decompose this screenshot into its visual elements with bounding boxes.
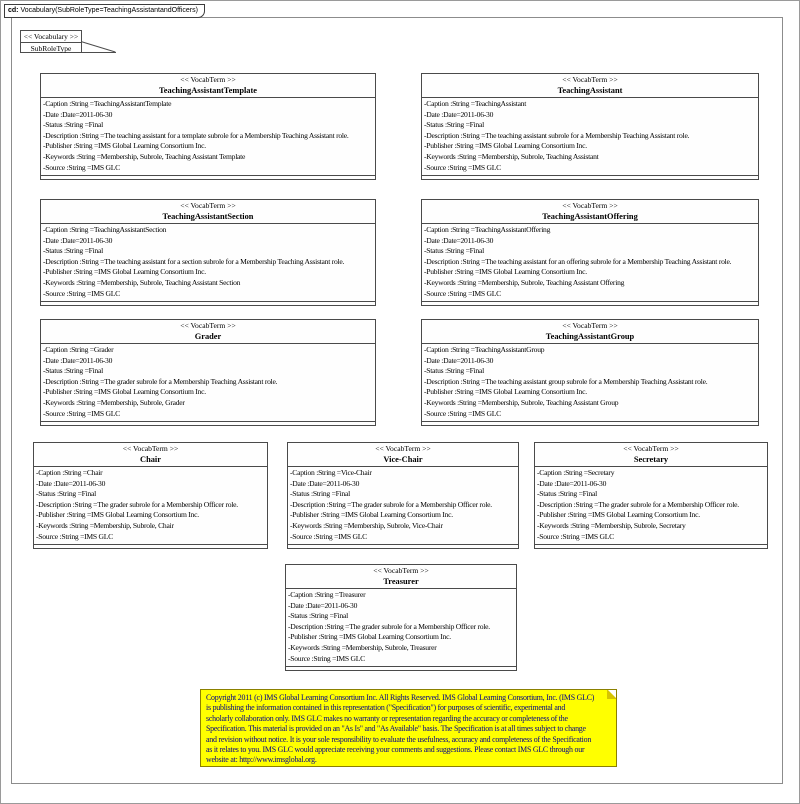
package-label-extension-line — [82, 52, 116, 53]
attr-line: -Description :String =The grader subrole for a Membership Officer role. — [288, 621, 490, 631]
attr-line: -Keywords :String =Membership, Subrole, Teaching Assistant Group — [424, 397, 619, 407]
stereotype-label: << VocabTerm >> — [562, 321, 618, 330]
term-operations-empty — [535, 545, 767, 549]
frame-title-tab — [4, 4, 205, 18]
attr-line: -Date :Date=2011-06-30 — [290, 478, 360, 488]
attr-line: -Caption :String =TeachingAssistantOffering — [424, 225, 551, 234]
stereotype-label: << VocabTerm >> — [623, 444, 679, 453]
term-operations-empty — [286, 667, 516, 671]
term-header — [422, 74, 758, 98]
attr-line: -Status :String =Final — [43, 246, 103, 256]
attr-line: -Caption :String =Vice-Chair — [290, 468, 372, 477]
attr-line: -Description :String =The grader subrole for a Membership Officer role. — [537, 499, 739, 509]
attr-line: -Keywords :String =Membership, Subrole, Treasurer — [288, 642, 437, 652]
attr-line: -Source :String =IMS GLC — [290, 531, 367, 541]
attr-line: -Date :Date=2011-06-30 — [43, 355, 113, 365]
term-header — [288, 443, 518, 467]
attr-line: -Caption :String =Grader — [43, 345, 114, 354]
attr-line: -Source :String =IMS GLC — [424, 408, 501, 418]
attr-line: -Keywords :String =Membership, Subrole, Secretary — [537, 520, 686, 530]
note-folded-corner-icon — [607, 689, 617, 699]
term-attributes — [286, 589, 516, 667]
term-name: TeachingAssistantGroup — [545, 332, 635, 341]
attr-line: -Publisher :String =IMS Global Learning Consortium Inc. — [424, 387, 587, 397]
term-attributes — [41, 224, 375, 302]
term-name: Grader — [194, 332, 222, 341]
term-attributes — [535, 467, 767, 545]
term-operations-empty — [422, 422, 758, 426]
attr-line: -Keywords :String =Membership, Subrole, Teaching Assistant Template — [43, 151, 246, 161]
attr-line: -Status :String =Final — [424, 120, 484, 130]
attr-line: -Description :String =The grader subrole for a Membership Teaching Assistant role. — [43, 376, 278, 386]
term-operations-empty — [34, 545, 267, 549]
term-header — [41, 200, 375, 224]
attr-line: -Status :String =Final — [43, 120, 103, 130]
term-header — [41, 74, 375, 98]
attr-line: -Description :String =The teaching assistant for a template subrole for a Membership Teaching Assistant role. — [43, 130, 349, 140]
vocabterm-teachingassistanttemplate — [40, 73, 376, 180]
attr-line: -Date :Date=2011-06-30 — [537, 478, 607, 488]
attr-line: -Publisher :String =IMS Global Learning Consortium Inc. — [424, 141, 587, 151]
attr-line: -Source :String =IMS GLC — [424, 288, 501, 298]
attr-line: -Status :String =Final — [424, 246, 484, 256]
stereotype-label: << VocabTerm >> — [180, 321, 236, 330]
attr-line: -Keywords :String =Membership, Subrole, Teaching Assistant Offering — [424, 277, 625, 287]
attr-line: -Description :String =The teaching assistant for a section subrole for a Membership Teaching Assistant role. — [43, 256, 345, 266]
attr-line: -Source :String =IMS GLC — [288, 653, 365, 663]
note-line: website at: http://www.imsglobal.org. — [206, 755, 317, 765]
stereotype-label: << VocabTerm >> — [375, 444, 431, 453]
attr-line: -Status :String =Final — [537, 489, 597, 499]
vocabterm-secretary — [534, 442, 768, 549]
term-attributes — [34, 467, 267, 545]
term-name: TeachingAssistantSection — [162, 212, 254, 221]
attr-line: -Status :String =Final — [43, 366, 103, 376]
attr-line: -Description :String =The teaching assistant subrole for a Membership Teaching Assistant role. — [424, 130, 690, 140]
vocabterm-vice-chair — [287, 442, 519, 549]
note-line: is publishing the information contained in this representation ("Specification") for purposes of scientific, experimental and — [206, 703, 566, 713]
vocabterm-teachingassistantoffering — [421, 199, 759, 306]
attr-line: -Date :Date=2011-06-30 — [424, 109, 494, 119]
term-name: TeachingAssistantTemplate — [158, 86, 258, 95]
term-header — [41, 320, 375, 344]
package-name: SubRoleType — [30, 44, 72, 53]
attr-line: -Keywords :String =Membership, Subrole, Teaching Assistant — [424, 151, 599, 161]
note-line: Copyright 2011 (c) IMS Global Learning Consortium Inc. All Rights Reserved. IMS Global Learning Consortium, Inc. (IMS GLC) — [206, 693, 595, 702]
term-header — [286, 565, 516, 589]
attr-line: -Publisher :String =IMS Global Learning Consortium Inc. — [290, 510, 453, 520]
note-line: as it relates to you. IMS GLC would appreciate receiving your comments and suggestions. Please contact IMS GLC through our — [206, 745, 585, 755]
note-line: and revision without notice. It is your sole responsibility to evaluate the usefulness, accuracy and completeness of the Specification — [206, 734, 592, 744]
vocabterm-teachingassistant — [421, 73, 759, 180]
attr-line: -Date :Date=2011-06-30 — [288, 600, 358, 610]
attr-line: -Status :String =Final — [36, 489, 96, 499]
attr-line: -Publisher :String =IMS Global Learning Consortium Inc. — [36, 510, 199, 520]
attr-line: -Description :String =The grader subrole for a Membership Officer role. — [36, 499, 238, 509]
term-name: Treasurer — [383, 577, 419, 586]
attr-line: -Keywords :String =Membership, Subrole, Grader — [43, 397, 185, 407]
package-stereotype: << Vocabulary >> — [21, 31, 81, 43]
attr-line: -Publisher :String =IMS Global Learning Consortium Inc. — [537, 510, 700, 520]
attr-line: -Source :String =IMS GLC — [424, 162, 501, 172]
term-operations-empty — [288, 545, 518, 549]
term-attributes — [422, 344, 758, 422]
term-operations-empty — [422, 302, 758, 306]
attr-line: -Source :String =IMS GLC — [43, 162, 120, 172]
package-subroletype — [20, 30, 82, 53]
attr-line: -Keywords :String =Membership, Subrole, Vice-Chair — [290, 520, 443, 530]
stereotype-label: << VocabTerm >> — [122, 444, 179, 453]
term-attributes — [41, 344, 375, 422]
term-name: Vice-Chair — [383, 455, 423, 464]
attr-line: -Publisher :String =IMS Global Learning Consortium Inc. — [43, 141, 206, 151]
term-header — [34, 443, 267, 467]
term-attributes — [422, 98, 758, 176]
stereotype-label: << VocabTerm >> — [562, 201, 618, 210]
term-header — [535, 443, 767, 467]
copyright-note — [200, 689, 617, 767]
attr-line: -Source :String =IMS GLC — [43, 288, 120, 298]
attr-line: -Caption :String =TeachingAssistantGroup — [424, 345, 545, 354]
attr-line: -Caption :String =Chair — [36, 468, 103, 477]
attr-line: -Keywords :String =Membership, Subrole, Chair — [36, 520, 174, 530]
attr-line: -Keywords :String =Membership, Subrole, Teaching Assistant Section — [43, 277, 241, 287]
attr-line: -Source :String =IMS GLC — [36, 531, 113, 541]
attr-line: -Source :String =IMS GLC — [43, 408, 120, 418]
attr-line: -Date :Date=2011-06-30 — [36, 478, 106, 488]
vocabterm-teachingassistantsection — [40, 199, 376, 306]
term-operations-empty — [41, 176, 375, 180]
term-header — [422, 320, 758, 344]
attr-line: -Caption :String =Treasurer — [288, 590, 366, 599]
attr-line: -Description :String =The teaching assistant for an offering subrole for a Membership Teaching Assistant role. — [424, 256, 732, 266]
term-attributes — [288, 467, 518, 545]
term-name: Secretary — [633, 455, 669, 464]
attr-line: -Status :String =Final — [290, 489, 350, 499]
attr-line: -Status :String =Final — [288, 611, 348, 621]
note-line: scholarly collaboration only. IMS GLC makes no warranty or representation regarding the accuracy or completeness of the — [206, 713, 568, 723]
attr-line: -Caption :String =Secretary — [537, 468, 615, 477]
attr-line: -Description :String =The grader subrole for a Membership Officer role. — [290, 499, 492, 509]
attr-line: -Caption :String =TeachingAssistantSection — [43, 225, 167, 234]
stereotype-label: << VocabTerm >> — [373, 566, 429, 575]
term-name: TeachingAssistantOffering — [542, 212, 638, 221]
vocabterm-grader — [40, 319, 376, 426]
term-operations-empty — [422, 176, 758, 180]
attr-line: -Publisher :String =IMS Global Learning Consortium Inc. — [424, 267, 587, 277]
note-line: Specification. This material is provided on an "As Is" and "As Available" basis. The Specification is at all times subject to change — [206, 724, 586, 734]
attr-line: -Description :String =The teaching assistant group subrole for a Membership Teaching Assistant role. — [424, 376, 708, 386]
attr-line: -Status :String =Final — [424, 366, 484, 376]
stereotype-label: << VocabTerm >> — [180, 201, 236, 210]
term-operations-empty — [41, 302, 375, 306]
term-header — [422, 200, 758, 224]
frame-title-prefix: cd: — [8, 7, 19, 14]
stereotype-label: << VocabTerm >> — [562, 75, 618, 84]
term-operations-empty — [41, 422, 375, 426]
vocabterm-chair — [33, 442, 268, 549]
frame-title-text: Vocabulary(SubRoleType=TeachingAssistantandOfficers) — [18, 7, 198, 14]
attr-line: -Date :Date=2011-06-30 — [43, 109, 113, 119]
attr-line: -Caption :String =TeachingAssistantTemplate — [43, 99, 172, 108]
attr-line: -Publisher :String =IMS Global Learning Consortium Inc. — [43, 387, 206, 397]
term-name: Chair — [140, 455, 161, 464]
attr-line: -Date :Date=2011-06-30 — [424, 355, 494, 365]
stereotype-label: << VocabTerm >> — [180, 75, 236, 84]
vocabterm-treasurer — [285, 564, 517, 671]
attr-line: -Date :Date=2011-06-30 — [424, 235, 494, 245]
attr-line: -Source :String =IMS GLC — [537, 531, 614, 541]
vocabterm-teachingassistantgroup — [421, 319, 759, 426]
term-attributes — [422, 224, 758, 302]
term-attributes — [41, 98, 375, 176]
attr-line: -Date :Date=2011-06-30 — [43, 235, 113, 245]
term-name: TeachingAssistant — [557, 86, 623, 95]
attr-line: -Publisher :String =IMS Global Learning Consortium Inc. — [288, 632, 451, 642]
attr-line: -Publisher :String =IMS Global Learning Consortium Inc. — [43, 267, 206, 277]
attr-line: -Caption :String =TeachingAssistant — [424, 99, 527, 108]
